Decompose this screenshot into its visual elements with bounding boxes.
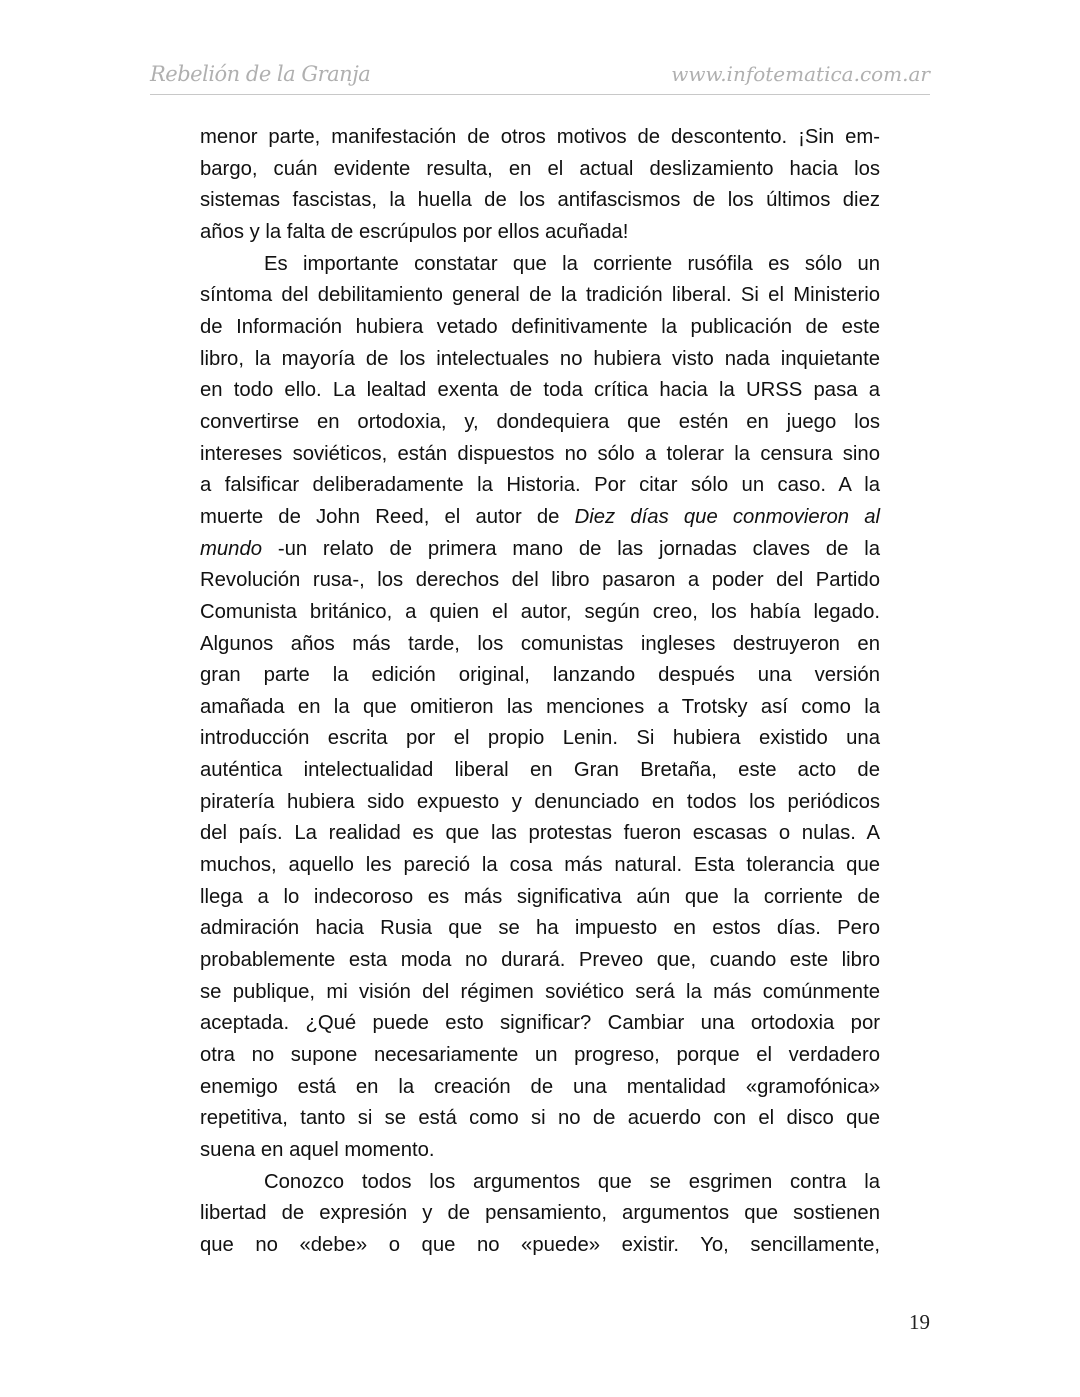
text-segment: piratería hubiera sido expuesto y denunciado en todos los periódicos [200,790,880,813]
text-segment: suena en aquel momento. [200,1139,435,1161]
text-line [200,1198,880,1230]
text-line [200,185,880,217]
running-header [150,60,930,95]
text-line [200,1072,880,1104]
text-segment: que no «debe» o que no «puede» existir. Yo, sencillamente, [200,1233,880,1256]
text-segment: amañada en la que omitieron las menciones a Trotsky así como la [200,695,880,718]
text-segment: del país. La realidad es que las protestas fueron escasas o nulas. A [200,822,880,845]
text-line [200,882,880,914]
text-segment: intereses soviéticos, están dispuestos no sólo a tolerar la censura sino [200,442,880,465]
paragraph [200,249,880,1167]
text-segment: muchos, aquello les pareció la cosa más natural. Esta tolerancia que [200,854,880,877]
text-line [200,154,880,186]
text-line [200,407,880,439]
text-line [200,1230,880,1262]
text-line [200,660,880,692]
body-text [200,122,880,1262]
text-segment: a falsificar deliberadamente la Historia. Por citar sólo un caso. A la [200,474,880,497]
text-segment: bargo, cuán evidente resulta, en el actual deslizamiento hacia los [200,157,880,180]
text-line [200,1167,880,1199]
paragraph [200,1167,880,1262]
text-line [200,534,880,566]
text-line [200,913,880,945]
text-line [200,217,880,249]
text-segment: libertad de expresión y de pensamiento, argumentos que sostienen [200,1202,880,1225]
text-segment: años y la falta de escrúpulos por ellos acuñada! [200,220,629,243]
text-segment: repetitiva, tanto si se está como si no de acuerdo con el disco que [200,1107,880,1130]
text-line [200,565,880,597]
text-segment: auténtica intelectualidad liberal en Gran Bretaña, este acto de [200,759,880,782]
text-segment: gran parte la edición original, lanzando después una versión [200,664,880,687]
text-segment: convertirse en ortodoxia, y, dondequiera que estén en juego los [200,410,880,433]
header-book-title: Rebelión de la Granja [150,62,371,86]
text-line [200,629,880,661]
text-line [200,1103,880,1135]
text-segment: de Información hubiera vetado definitivamente la publicación de este [200,315,880,338]
italic-title: Diez días que conmovieron al [574,505,880,528]
text-segment: -un relato de primera mano de las jornadas claves de la [262,537,880,560]
paragraph [200,122,880,249]
text-line [200,1040,880,1072]
text-line [200,502,880,534]
text-line [200,1008,880,1040]
text-segment: aceptada. ¿Qué puede esto significar? Cambiar una ortodoxia por [200,1012,880,1035]
text-line [200,122,880,154]
text-line [200,597,880,629]
text-segment: admiración hacia Rusia que se ha impuesto en estos días. Pero [200,917,880,940]
text-segment: libro, la mayoría de los intelectuales no hubiera visto nada inquietante [200,347,880,370]
text-segment: en todo ello. La lealtad exenta de toda crítica hacia la URSS pasa a [200,379,880,402]
text-line [200,692,880,724]
text-segment: muerte de John Reed, el autor de [200,505,575,528]
text-line [200,977,880,1009]
text-segment: introducción escrita por el propio Lenin. Si hubiera existido una [200,727,880,750]
text-segment: menor parte, manifestación de otros motivos de descontento. ¡Sin em- [200,126,880,148]
text-line [200,850,880,882]
text-segment: Conozco todos los argumentos que se esgrimen contra la [264,1170,880,1193]
text-line [200,1135,880,1167]
text-line [200,249,880,281]
text-segment: Algunos años más tarde, los comunistas ingleses destruyeron en [200,632,880,655]
text-line [200,818,880,850]
text-line [200,312,880,344]
text-segment: se publique, mi visión del régimen soviético será la más comúnmente [200,980,880,1003]
header-website: www.infotematica.com.ar [671,62,930,86]
text-segment: enemigo está en la creación de una mentalidad «gramofónica» [200,1075,880,1098]
text-line [200,375,880,407]
text-segment: síntoma del debilitamiento general de la tradición liberal. Si el Ministerio [200,284,880,307]
text-segment: Comunista británico, a quien el autor, según creo, los había legado. [200,600,880,623]
text-line [200,344,880,376]
text-line [200,280,880,312]
italic-title: mundo [200,537,263,560]
text-segment: sistemas fascistas, la huella de los antifascismos de los últimos diez [200,189,880,212]
text-line [200,755,880,787]
text-line [200,787,880,819]
text-segment: otra no supone necesariamente un progreso, porque el verdadero [200,1044,880,1067]
text-line [200,945,880,977]
text-line [200,470,880,502]
text-segment: Revolución rusa-, los derechos del libro pasaron a poder del Partido [200,569,880,592]
text-line [200,439,880,471]
text-segment: llega a lo indecoroso es más significativa aún que la corriente de [200,885,880,908]
text-line [200,723,880,755]
text-segment: probablemente esta moda no durará. Preveo que, cuando este libro [200,949,880,972]
page-number: 19 [909,1310,930,1334]
text-segment: Es importante constatar que la corriente rusófila es sólo un [264,252,880,275]
